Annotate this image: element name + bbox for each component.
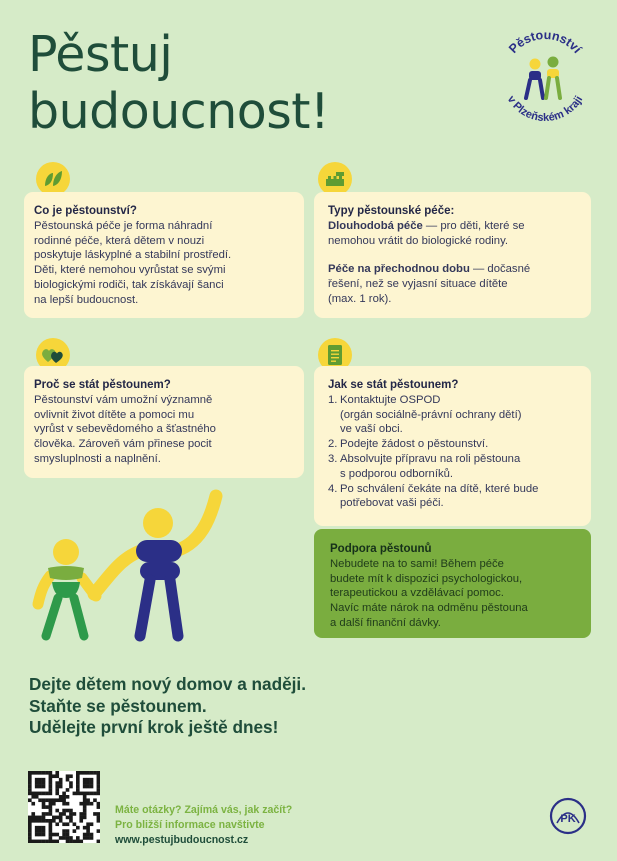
- svg-text:Pěstounství: [506, 28, 584, 57]
- card-types-heading: Typy pěstounské péče:: [328, 205, 455, 217]
- card-what-line-4: Děti, které nemohou vyrůstat se svými: [34, 264, 226, 277]
- cta-line-2: Staňte se pěstounem.: [29, 695, 207, 716]
- card-why-line-5: smysluplnosti a naplnění.: [34, 452, 161, 465]
- step-text: Podejte žádost o pěstounství.: [340, 438, 489, 451]
- title-line-2: budoucnost!: [28, 83, 330, 140]
- footer-question: Máte otázky? Zajímá vás, jak začít?: [115, 804, 293, 816]
- card-why-heading: Proč se stát pěstounem?: [34, 379, 171, 391]
- step-text: potřebovat vaši péči.: [340, 497, 444, 510]
- step-text: (orgán sociálně-právní ochrany dětí): [340, 408, 522, 421]
- title-line-1: Pěstuj: [28, 26, 173, 83]
- card-what-heading: Co je pěstounství?: [34, 205, 137, 217]
- card-how-to-become: [314, 366, 591, 526]
- support-line-5: a další finanční dávky.: [330, 616, 441, 629]
- page-title: [28, 26, 329, 140]
- cta-line-3: Udělejte první krok ještě dnes!: [29, 717, 279, 737]
- call-to-action: [29, 674, 306, 739]
- card-types-of-care: [314, 192, 591, 318]
- footer-info: Pro bližší informace navštivte: [115, 819, 265, 831]
- card-what-line-2: rodinné péče, která dětem v nouzi: [34, 234, 205, 247]
- pk-badge-text: PK: [560, 813, 576, 825]
- pestounstvi-logo: [490, 20, 600, 130]
- card-why-line-3: vyrůst v sebevědomého a šťastného: [34, 423, 216, 436]
- step-text: Kontaktujte OSPOD: [340, 393, 441, 406]
- support-heading: Podpora pěstounů: [330, 543, 432, 555]
- temporary-term: Péče na přechodnou dobu: [328, 263, 470, 276]
- step-text: s podporou odborníků.: [340, 467, 454, 480]
- card-types-long-term-line2: nemohou vrátit do biologické rodiny.: [328, 234, 509, 247]
- support-line-2: budete mít k dispozici psychologickou,: [330, 572, 523, 585]
- step-number: 1.: [328, 393, 338, 406]
- pk-badge-logo: [548, 796, 588, 836]
- card-types-long-term: [328, 219, 577, 234]
- support-line-1: Nebudete na to sami! Během péče: [330, 557, 504, 570]
- step-text: ve vaší obci.: [340, 423, 403, 436]
- blocks-icon: [318, 162, 352, 196]
- temporary-desc: — dočasné: [469, 263, 531, 276]
- step-text: Absolvujte přípravu na roli pěstouna: [340, 452, 521, 465]
- card-what-is-fostering: [24, 192, 304, 318]
- support-line-4: Navíc máte nárok na odměnu pěstouna: [330, 602, 528, 615]
- card-what-line-6: na lepší budoucnost.: [34, 293, 139, 306]
- card-types-temporary: [328, 262, 577, 277]
- card-why-line-4: člověka. Zároveň vám přinese pocit: [34, 438, 212, 451]
- long-term-desc: — pro děti, které se: [422, 219, 525, 232]
- step-3: [328, 452, 577, 482]
- step-2: [328, 437, 577, 452]
- step-number: 3.: [328, 452, 338, 465]
- family-illustration: [26, 486, 236, 642]
- step-1: [328, 393, 577, 437]
- card-why-line-1: Pěstounství vám umožní významně: [34, 393, 213, 406]
- card-types-temporary-line3: (max. 1 rok).: [328, 292, 392, 305]
- step-4: [328, 482, 577, 512]
- support-line-3: terapeutickou a vzdělávací pomoc.: [330, 587, 504, 600]
- footer-url-link[interactable]: www.pestujbudoucnost.cz: [115, 834, 249, 846]
- logo-text-top: Pěstounství: [506, 27, 585, 57]
- card-why-foster: [24, 366, 304, 478]
- card-types-temporary-line2: řešení, než se vyjasní situace dítěte: [328, 278, 508, 291]
- support-box: [314, 529, 591, 638]
- step-number: 2.: [328, 438, 338, 451]
- leaf-icon: [36, 162, 70, 196]
- long-term-term: Dlouhodobá péče: [328, 219, 423, 232]
- step-text: Po schválení čekáte na dítě, které bude: [340, 482, 539, 495]
- card-what-line-5: biologickými rodiči, tak získávají šanci: [34, 278, 224, 291]
- cta-line-1: Dejte dětem nový domov a naději.: [29, 674, 306, 694]
- footer-contact: [115, 803, 292, 848]
- card-what-line-1: Pěstounská péče je forma náhradní: [34, 219, 213, 232]
- qr-code[interactable]: [28, 771, 100, 843]
- step-number: 4.: [328, 482, 338, 495]
- logo-text-bottom: v Plzeňském kraji: [504, 93, 586, 125]
- card-why-line-2: ovlivnit život dítěte a pomoci mu: [34, 408, 195, 421]
- card-what-line-3: poskytuje láskyplné a stabilní prostředí.: [34, 249, 232, 262]
- card-how-heading: Jak se stát pěstounem?: [328, 379, 459, 391]
- steps-list: [328, 393, 577, 511]
